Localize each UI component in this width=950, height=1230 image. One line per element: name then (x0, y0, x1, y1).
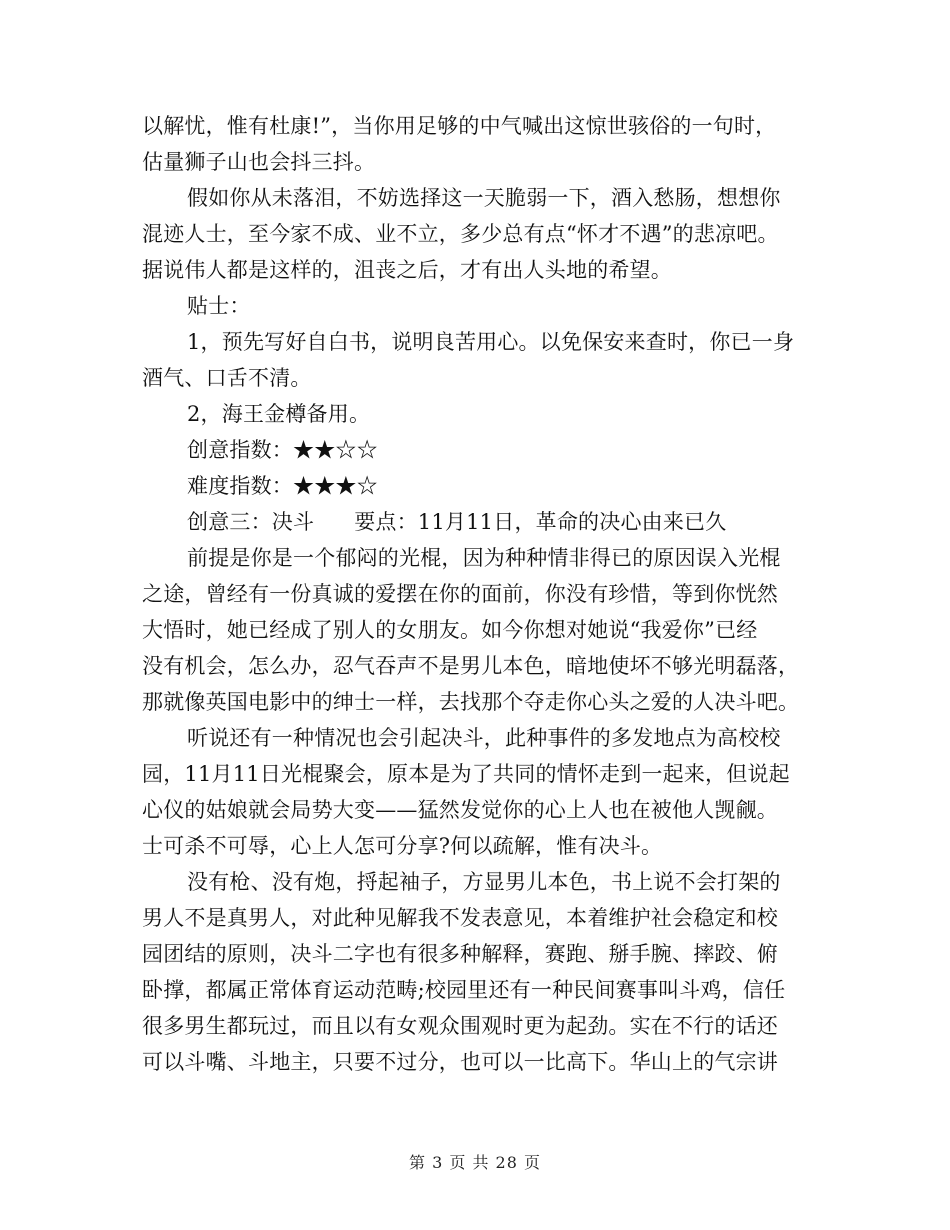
text-line: 估量狮子山也会抖三抖。 (142, 150, 376, 174)
text-line: 很多男生都玩过，而且以有女观众围观时更为起劲。实在不行的话还 (142, 1014, 778, 1038)
creativity-rating: 创意指数：★★☆☆ (187, 438, 378, 462)
text-line: 那就像英国电影中的绅士一样，去找那个夺走你心头之爱的人决斗吧。 (142, 690, 800, 714)
text-line: 男人不是真男人，对此种见解我不发表意见，本着维护社会稳定和校 (142, 906, 778, 930)
text-line: 心仪的姑娘就会局势大变——猛然发觉你的心上人也在被他人觊觎。 (142, 798, 778, 822)
text-line: 没有机会，怎么办，忍气吞声不是男儿本色，暗地使坏不够光明磊落， (142, 654, 800, 678)
text-line: 据说伟人都是这样的，沮丧之后，才有出人头地的希望。 (142, 258, 672, 282)
difficulty-rating: 难度指数：★★★☆ (187, 474, 378, 498)
text-line: 卧撑，都属正常体育运动范畴;校园里还有一种民间赛事叫斗鸡，信任 (142, 978, 786, 1002)
tip-item-1: 1，预先写好自白书，说明良苦用心。以免保安来查时，你已一身 (187, 330, 795, 354)
text-line: 以解忧，惟有杜康!”，当你用足够的中气喊出这惊世骇俗的一句时， (142, 114, 777, 138)
text-line: 园团结的原则，决斗二字也有很多种解释，赛跑、掰手腕、摔跤、俯 (142, 942, 778, 966)
text-line: 大悟时，她已经成了别人的女朋友。如今你想对她说“我爱你”已经 (142, 618, 758, 642)
section-heading (142, 504, 822, 540)
paragraph-line: 前提是你是一个郁闷的光棍，因为种种情非得已的原因误入光棍 (187, 546, 781, 570)
paragraph-line: 没有枪、没有炮，捋起袖子，方显男儿本色，书上说不会打架的 (187, 870, 781, 894)
page-number-footer: 第 3 页 共 28 页 (409, 1153, 541, 1172)
document-body (142, 108, 822, 1080)
key-point: 要点：11月11日，革命的决心由来已久 (354, 510, 727, 534)
text-line: 士可杀不可辱，心上人怎可分享?何以疏解，惟有决斗。 (142, 834, 663, 858)
text-line: 酒气、口舌不清。 (142, 366, 312, 390)
text-line: 园，11月11日光棍聚会，原本是为了共同的情怀走到一起来，但说起 (142, 762, 790, 786)
text-line: 混迹人士，至今家不成、业不立，多少总有点“怀才不遇”的悲凉吧。 (142, 222, 779, 246)
tip-item-2: 2，海王金樽备用。 (187, 402, 371, 426)
paragraph-line: 听说还有一种情况也会引起决斗，此种事件的多发地点为高校校 (187, 726, 781, 750)
paragraph-line: 假如你从未落泪，不妨选择这一天脆弱一下，酒入愁肠，想想你 (187, 186, 781, 210)
tips-heading: 贴士： (187, 294, 251, 318)
text-line: 可以斗嘴、斗地主，只要不过分，也可以一比高下。华山上的气宗讲 (142, 1050, 778, 1074)
idea-title: 创意三：决斗 (187, 510, 315, 534)
text-line: 之途，曾经有一份真诚的爱摆在你的面前，你没有珍惜，等到你恍然 (142, 582, 778, 606)
